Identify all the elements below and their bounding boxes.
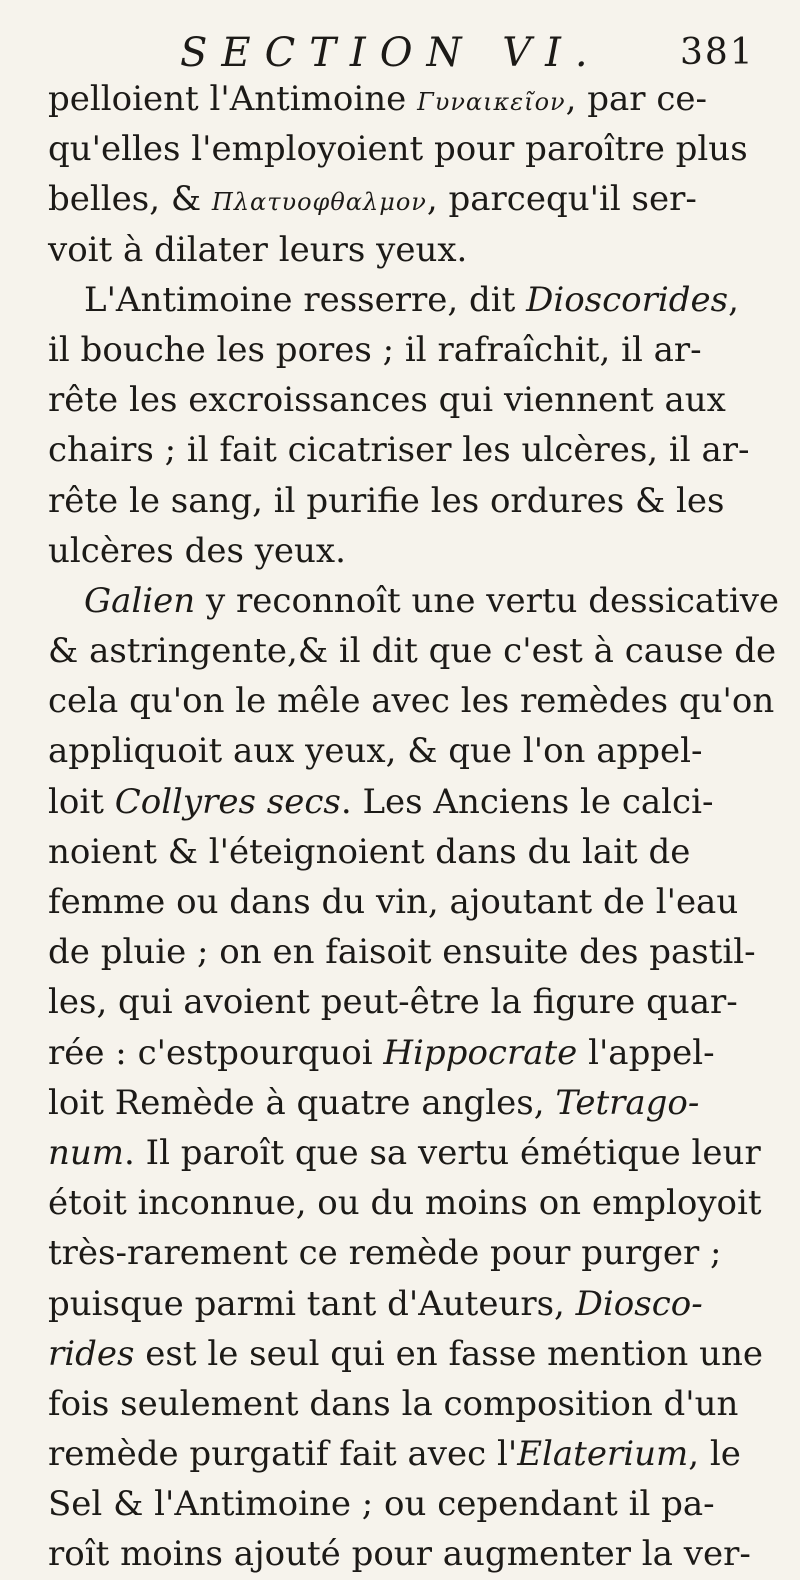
text-run: & astringente,& il dit que c'est à cause de xyxy=(48,631,777,672)
text-run: remède purgatif fait avec l' xyxy=(48,1434,518,1475)
italic-text: Elaterium xyxy=(517,1434,689,1475)
text-line xyxy=(48,827,778,877)
text-line xyxy=(48,225,778,275)
text-run: étoit inconnue, ou du moins on employoit xyxy=(48,1183,762,1224)
text-run: ulcères des yeux. xyxy=(48,530,346,571)
section-title: SECTION VI. xyxy=(180,30,602,76)
italic-text: Diosco- xyxy=(575,1283,703,1324)
text-run: rête les excroissances qui viennent aux xyxy=(48,380,726,421)
italic-text: Dioscorides xyxy=(526,279,729,320)
greek-term: Πλατυοφθαλμον xyxy=(211,188,427,217)
text-line xyxy=(48,726,778,776)
text-line xyxy=(48,576,778,626)
italic-text: Galien xyxy=(84,580,196,621)
greek-term: Γυναικεῖον xyxy=(417,88,566,116)
text-run: . Les Anciens le calci- xyxy=(340,781,714,822)
text-run: Sel & l'Antimoine ; ou cependant il pa- xyxy=(48,1484,715,1525)
text-run: , par ce- xyxy=(565,79,707,119)
text-run: . Il paroît que sa vertu émétique leur xyxy=(124,1132,761,1173)
text-line xyxy=(48,1279,778,1329)
text-line xyxy=(48,777,778,827)
text-run: rée : c'estpourquoi xyxy=(48,1032,384,1073)
text-run: roît moins ajouté pour augmenter la ver- xyxy=(48,1534,751,1575)
text-run: qu'elles l'employoient pour paroître plus xyxy=(48,129,748,170)
text-run: , parcequ'il ser- xyxy=(426,179,697,220)
text-line xyxy=(48,476,778,526)
italic-text: Hippocrate xyxy=(383,1032,578,1073)
text-run: loit xyxy=(48,781,115,822)
text-line xyxy=(48,74,778,124)
text-run: pelloient l'Antimoine xyxy=(48,79,418,119)
text-run: voit à dilater leurs yeux. xyxy=(48,229,468,270)
text-line xyxy=(48,1228,778,1278)
italic-text: rides xyxy=(48,1333,135,1374)
italic-text: Collyres secs xyxy=(114,781,341,822)
text-line xyxy=(48,676,778,726)
text-line xyxy=(48,275,778,325)
text-line xyxy=(48,425,778,475)
text-line xyxy=(48,174,778,224)
text-line xyxy=(48,526,778,576)
text-line xyxy=(48,375,778,425)
text-line xyxy=(48,1429,778,1479)
text-line xyxy=(48,626,778,676)
text-run: est le seul qui en fasse mention une xyxy=(134,1333,764,1374)
text-line xyxy=(48,1479,778,1529)
text-run: fois seulement dans la composition d'un xyxy=(48,1383,739,1424)
text-run: l'appel- xyxy=(577,1032,715,1073)
text-run: chairs ; il fait cicatriser les ulcères, il ar- xyxy=(48,430,750,471)
page-number: 381 xyxy=(680,32,755,73)
text-run: les, qui avoient peut-être la figure quar- xyxy=(48,982,738,1023)
text-run: cela qu'on le mêle avec les remèdes qu'on xyxy=(48,681,775,722)
text-line xyxy=(48,325,778,375)
text-run: il bouche les pores ; il rafraîchit, il ar- xyxy=(48,329,702,370)
text-line xyxy=(48,1379,778,1429)
text-line xyxy=(48,1078,778,1128)
text-run: y reconnoît une vertu dessicative xyxy=(195,580,780,621)
body-text xyxy=(48,74,778,1580)
text-line xyxy=(48,877,778,927)
text-line xyxy=(48,1128,778,1178)
text-line xyxy=(48,124,778,174)
italic-text: Tetrago- xyxy=(555,1082,700,1123)
text-run: noient & l'éteignoient dans du lait de xyxy=(48,831,691,872)
text-line xyxy=(48,977,778,1027)
text-run: rête le sang, il purifie les ordures & les xyxy=(48,480,725,521)
text-run: , xyxy=(728,279,739,320)
italic-text: num xyxy=(48,1132,125,1173)
text-line xyxy=(48,1329,778,1379)
text-run: très-rarement ce remède pour purger ; xyxy=(48,1233,722,1274)
text-run: L'Antimoine resserre, dit xyxy=(84,279,527,320)
text-run: femme ou dans du vin, ajoutant de l'eau xyxy=(48,882,739,922)
text-run: de pluie ; on en faisoit ensuite des pastil- xyxy=(48,932,756,973)
text-run: appliquoit aux yeux, & que l'on appel- xyxy=(48,731,703,772)
text-line xyxy=(48,1529,778,1579)
text-line xyxy=(48,1178,778,1228)
text-run: loit Remède à quatre angles, xyxy=(48,1082,556,1123)
text-line xyxy=(48,927,778,977)
text-run: , le xyxy=(688,1434,741,1475)
text-line xyxy=(48,1028,778,1078)
text-run: belles, & xyxy=(48,179,212,220)
text-run: puisque parmi tant d'Auteurs, xyxy=(48,1283,576,1324)
